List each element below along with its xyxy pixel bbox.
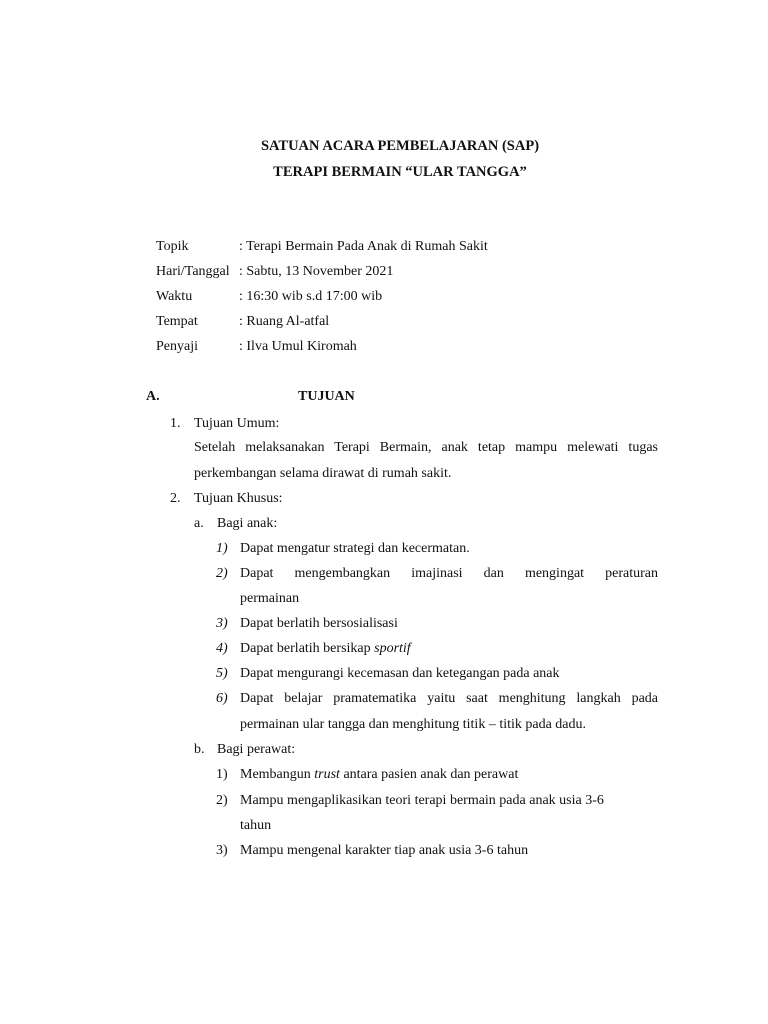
section-heading: TUJUAN xyxy=(298,389,355,404)
list-item: Dapat mengembangkan imajinasi dan mengingat peraturan xyxy=(240,566,658,581)
list-number: 2. xyxy=(170,491,181,506)
list-item-continuation: tahun xyxy=(240,818,272,833)
group-label-perawat: Bagi perawat: xyxy=(217,742,296,757)
list-item: Membangun trust antara pasien anak dan perawat xyxy=(240,767,519,782)
list-number: 1. xyxy=(170,416,181,431)
info-label-waktu: Waktu xyxy=(156,289,193,304)
info-label-topik: Topik xyxy=(156,239,189,254)
list-item-number: 2) xyxy=(216,566,228,581)
info-label-penyaji: Penyaji xyxy=(156,339,198,354)
paragraph-line: Setelah melaksanakan Terapi Bermain, anak tetap mampu melewati tugas xyxy=(194,440,658,455)
info-value-topik: : Terapi Bermain Pada Anak di Rumah Sakit xyxy=(239,239,488,254)
info-value-hari-tanggal: : Sabtu, 13 November 2021 xyxy=(239,264,394,279)
document-title-line1: SATUAN ACARA PEMBELAJARAN (SAP) xyxy=(260,138,540,154)
info-value-tempat: : Ruang Al-atfal xyxy=(239,314,330,329)
list-item-number: 3) xyxy=(216,843,228,858)
list-item-continuation: permainan ular tangga dan menghitung titik – titik pada dadu. xyxy=(240,717,587,732)
list-item: Dapat berlatih bersikap sportif xyxy=(240,641,411,656)
list-item-continuation: permainan xyxy=(240,591,300,606)
list-item-number: 1) xyxy=(216,767,228,782)
document-title-line2: TERAPI BERMAIN “ULAR TANGGA” xyxy=(273,164,527,180)
list-item: Mampu mengenal karakter tiap anak usia 3-6 tahun xyxy=(240,843,529,858)
list-letter: b. xyxy=(194,742,205,757)
subsection-label-khusus: Tujuan Khusus: xyxy=(194,491,283,506)
paragraph-line: perkembangan selama dirawat di rumah sakit. xyxy=(194,466,452,481)
list-item-number: 5) xyxy=(216,666,228,681)
section-letter: A. xyxy=(146,389,160,404)
info-value-waktu: : 16:30 wib s.d 17:00 wib xyxy=(239,289,383,304)
group-label-anak: Bagi anak: xyxy=(217,516,278,531)
info-value-penyaji: : Ilva Umul Kiromah xyxy=(239,339,357,354)
list-item-number: 3) xyxy=(216,616,228,631)
info-label-hari-tanggal: Hari/Tanggal xyxy=(156,264,230,279)
list-letter: a. xyxy=(194,516,204,531)
subsection-label-umum: Tujuan Umum: xyxy=(194,416,280,431)
info-label-tempat: Tempat xyxy=(156,314,198,329)
list-item: Dapat mengatur strategi dan kecermatan. xyxy=(240,541,470,556)
list-item-number: 2) xyxy=(216,793,228,808)
list-item-number: 6) xyxy=(216,691,228,706)
list-item: Mampu mengaplikasikan teori terapi bermain pada anak usia 3-6 xyxy=(240,793,604,808)
list-item: Dapat berlatih bersosialisasi xyxy=(240,616,398,631)
list-item-number: 4) xyxy=(216,641,228,656)
list-item: Dapat mengurangi kecemasan dan ketegangan pada anak xyxy=(240,666,560,681)
list-item-number: 1) xyxy=(216,541,228,556)
list-item: Dapat belajar pramatematika yaitu saat menghitung langkah pada xyxy=(240,691,658,706)
